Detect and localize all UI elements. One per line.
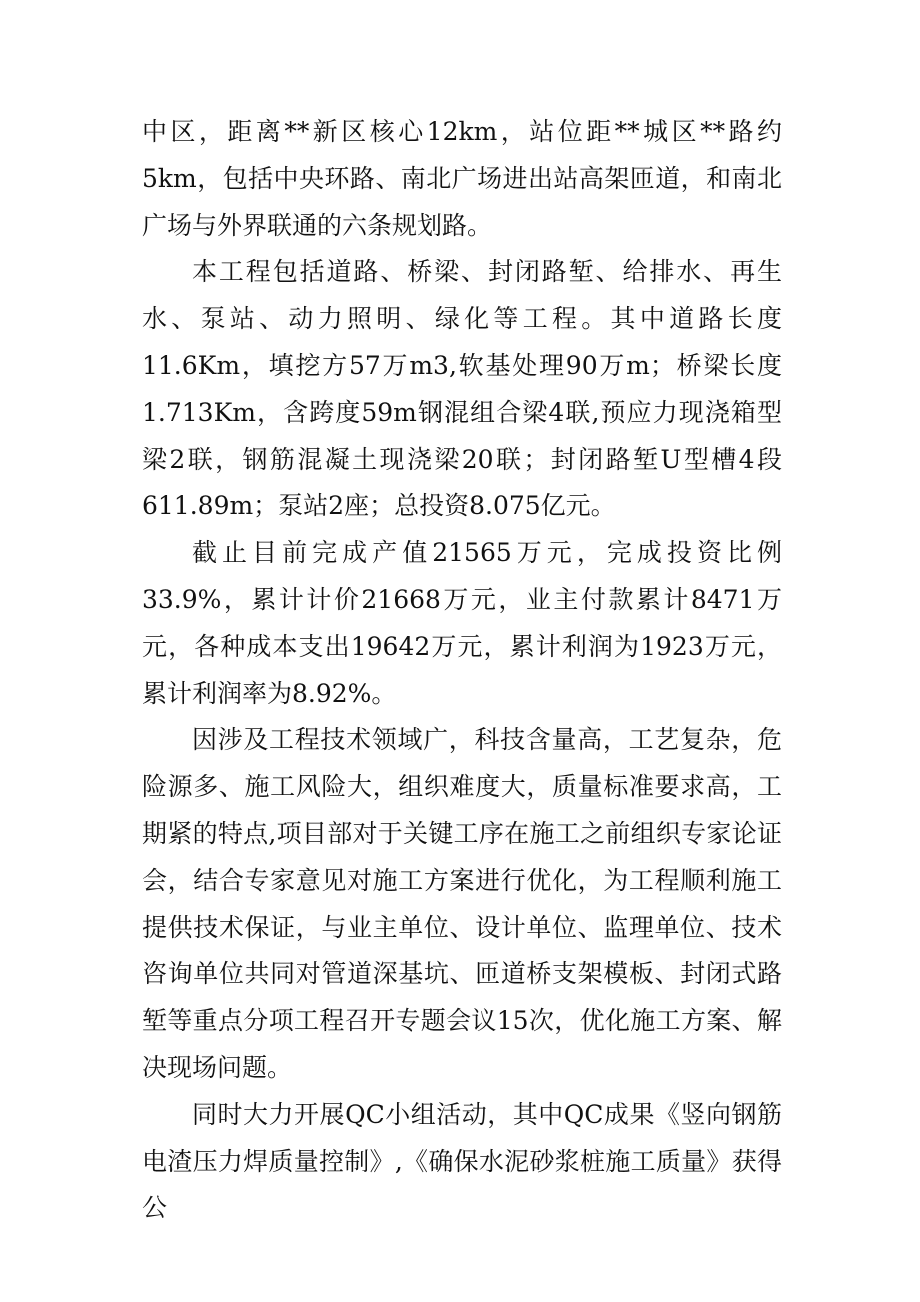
paragraph-progress-finance: 截止目前完成产值21565万元，完成投资比例33.9%，累计计价21668万元，业主付款累计8471万元，各种成本支出19642万元，累计利润为1923万元，累计利润率为8.92%。 bbox=[142, 538, 782, 708]
paragraph-qc-activities: 同时大力开展QC小组活动，其中QC成果《竖向钢筋电渣压力焊质量控制》,《确保水泥砂浆桩施工质量》获得公 bbox=[142, 1099, 782, 1223]
paragraph-continued: 中区，距离**新区核心12km，站位距**城区**路约5km，包括中央环路、南北广场进出站高架匝道，和南北广场与外界联通的六条规划路。 bbox=[142, 117, 782, 240]
paragraph-project-scope: 本工程包括道路、桥梁、封闭路堑、给排水、再生水、泵站、动力照明、绿化等工程。其中道路长度11.6Km，填挖方57万m3,软基处理90万m；桥梁长度1.713Km，含跨度59m钢混组合梁4联,预应力现浇箱型梁2联，钢筋混凝土现浇梁20联；封闭路堑U型槽4段611.89m；泵站2座；总投资8.075亿元。 bbox=[142, 257, 782, 521]
document-body bbox=[142, 109, 782, 1232]
paragraph-technical-measures: 因涉及工程技术领域广，科技含量高，工艺复杂，危险源多、施工风险大，组织难度大，质量标准要求高，工期紧的特点,项目部对于关键工序在施工之前组织专家论证会，结合专家意见对施工方案进行优化，为工程顺利施工提供技术保证，与业主单位、设计单位、监理单位、技术咨询单位共同对管道深基坑、匝道桥支架模板、封闭式路堑等重点分项工程召开专题会议15次，优化施工方案、解决现场问题。 bbox=[142, 725, 782, 1082]
